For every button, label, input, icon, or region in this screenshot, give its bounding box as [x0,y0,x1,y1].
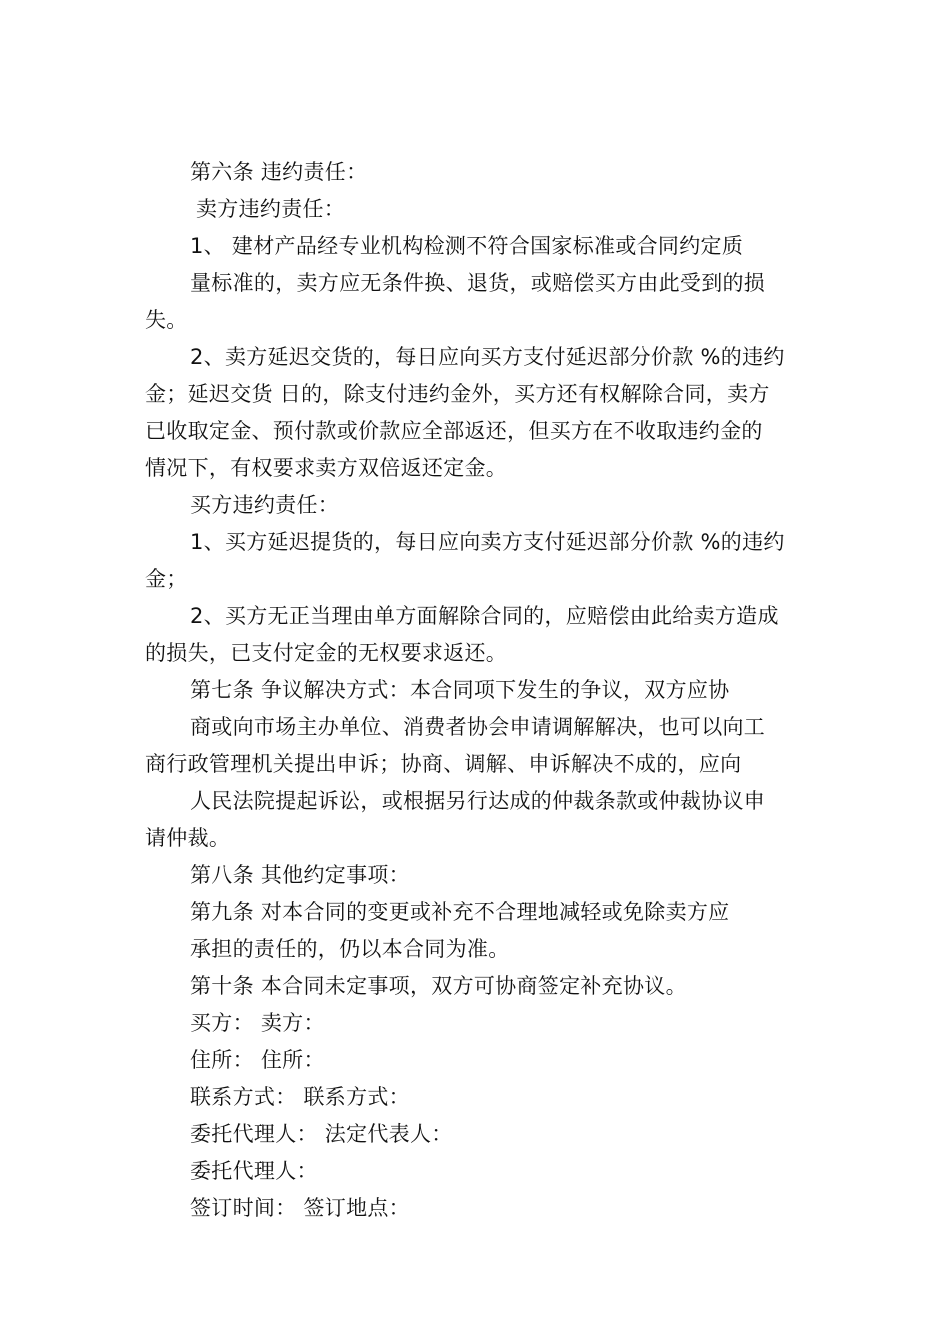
signature-date-place-line: 签订时间： 签订地点： [190,1196,410,1220]
article-8-heading: 第八条 其他约定事项： [190,863,410,887]
article-7-line-3: 商行政管理机关提出申诉；协商、调解、申诉解决不成的，应向 [145,752,742,776]
seller-clause-1-line-1: 1、 建材产品经专业机构检测不符合国家标准或合同约定质 [190,234,744,258]
seller-liability-heading: 卖方违约责任： [196,197,346,221]
article-7-line-2: 商或向市场主办单位、消费者协会申请调解解决，也可以向工 [190,715,766,739]
article-9-line-1: 第九条 对本合同的变更或补充不合理地减轻或免除卖方应 [190,900,730,924]
seller-clause-2-line-2: 金；延迟交货 日的，除支付违约金外，买方还有权解除合同，卖方 [145,382,770,406]
seller-clause-2-line-4: 情况下，有权要求卖方双倍返还定金。 [145,456,508,480]
seller-clause-2-line-1: 2、卖方延迟交货的，每日应向买方支付延迟部分价款 %的违约 [190,345,785,369]
article-10: 第十条 本合同未定事项，双方可协商签定补充协议。 [190,974,687,998]
article-7-line-1: 第七条 争议解决方式：本合同项下发生的争议，双方应协 [190,678,730,702]
buyer-clause-1-line-1: 1、买方延迟提货的，每日应向卖方支付延迟部分价款 %的违约 [190,530,785,554]
signature-agent-line: 委托代理人： 法定代表人： [190,1122,453,1146]
buyer-clause-2-line-1: 2、买方无正当理由单方面解除合同的，应赔偿由此给卖方造成 [190,604,779,628]
buyer-liability-heading: 买方违约责任： [190,493,340,517]
signature-party-line: 买方： 卖方： [190,1011,325,1035]
signature-contact-line: 联系方式： 联系方式： [190,1085,410,1109]
buyer-clause-2-line-2: 的损失，已支付定金的无权要求返还。 [145,641,508,665]
article-7-line-5: 请仲裁。 [145,826,231,850]
article-6-heading: 第六条 违约责任： [190,160,368,184]
seller-clause-1-line-2: 量标准的，卖方应无条件换、退货，或赔偿买方由此受到的损 [190,271,766,295]
article-7-line-4: 人民法院提起诉讼，或根据另行达成的仲裁条款或仲裁协议申 [190,789,766,813]
signature-address-line: 住所： 住所： [190,1048,325,1072]
buyer-clause-1-line-2: 金； [145,567,188,591]
signature-agent-line-2: 委托代理人： [190,1159,318,1183]
article-9-line-2: 承担的责任的，仍以本合同为准。 [190,937,510,961]
seller-clause-2-line-3: 已收取定金、预付款或价款应全部返还，但买方在不收取违约金的 [145,419,763,443]
seller-clause-1-line-3: 失。 [145,308,188,332]
